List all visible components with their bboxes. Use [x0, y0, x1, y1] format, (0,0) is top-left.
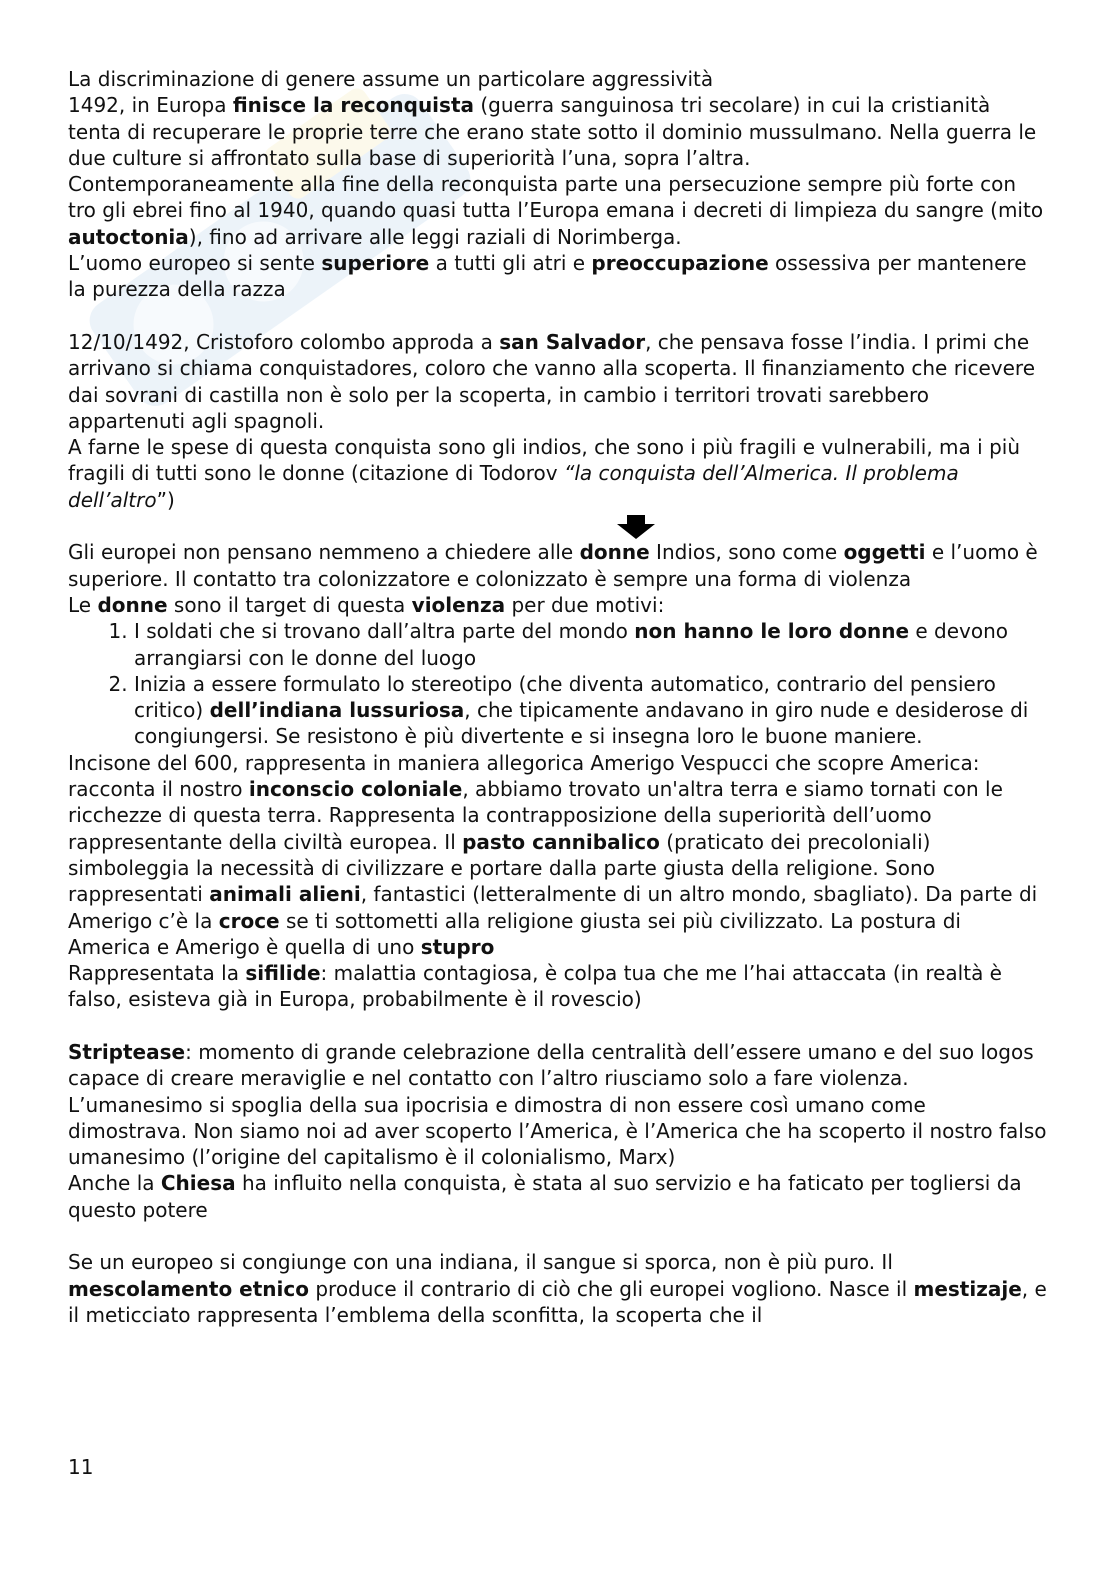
document-body	[68, 66, 1048, 1328]
paragraph: Rappresentata la sifilide: malattia contagiosa, è colpa tua che me l’hai attaccata (in realtà è falso, esisteva già in Europa, probabilmente è il rovescio)	[68, 961, 1002, 1012]
page-number: 11	[68, 1455, 94, 1479]
list-item: 1. I soldati che si trovano dall’altra parte del mondo non hanno le loro donne e devono arrangiarsi con le donne del luogo	[134, 618, 1048, 671]
paragraph: 12/10/1492, Cristoforo colombo approda a san Salvador, che pensava fosse l’india. I primi che arrivano si chiama conquistadores, coloro che vanno alla scoperta. Il finanziamento che ricevere dai sovrani di castilla non è solo per la scoperta, in cambio i territori trovati sarebbero appartenuti agli spagnoli.	[68, 329, 1036, 433]
list-item: 2. Inizia a essere formulato lo stereotipo (che diventa automatico, contrario del pensiero critico) dell’indiana lussuriosa, che tipicamente andavano in giro nude e desiderose di congiungersi. Se resistono è più divertente e si insegna loro le buone maniere.	[134, 671, 1048, 750]
paragraph: Se un europeo si congiunge con una indiana, il sangue si sporca, non è più puro. Il mescolamento etnico produce il contrario di ciò che gli europei vogliono. Nasce il mestizaje, e il meticciato rappresenta l’emblema della sconfitta, la scoperta che il	[68, 1250, 1047, 1327]
paragraph: 1492, in Europa finisce la reconquista (guerra sanguinosa tri secolare) in cui la cristianità tenta di recuperare le proprie terre che erano state sotto il dominio mussulmano. Nella guerra le due culture si affrontato sulla base di superiorità l’una, sopra l’altra.	[68, 93, 1037, 170]
paragraph: Contemporaneamente alla fine della reconquista parte una persecuzione sempre più forte con tro gli ebrei fino al 1940, quando quasi tutta l’Europa emana i decreti di limpieza du sangre (mito autoctonia), fino ad arrivare alle leggi raziali di Norimberga.	[68, 172, 1044, 249]
paragraph: Le donne sono il target di questa violenza per due motivi:	[68, 592, 665, 617]
paragraph: A farne le spese di questa conquista sono gli indios, che sono i più fragili e vulnerabili, ma i più fragili di tutti sono le donne (citazione di Todorov “la conquista dell’Almerica. Il problema dell’altro”)	[68, 435, 1020, 512]
paragraph: Incisone del 600, rappresenta in maniera allegorica Amerigo Vespucci che scopre America: racconta il nostro inconscio coloniale, abbiamo trovato un'altra terra e siamo tornati con le ricchezze di questa terra. Rappresenta la contrapposizione della superiorità dell’uomo rappresentante della civiltà europea. Il pasto cannibalico (praticato dei precoloniali) simboleggia la necessità di civilizzare e portare dalla parte giusta della religione. Sono rappresentati animali alieni, fantastici (letteralmente di un altro mondo, sbagliato). Da parte di Amerigo c’è la croce se ti sottometti alla religione giusta sei più civilizzato. La postura di America e Amerigo è quella di uno stupro	[68, 750, 1038, 959]
paragraph: Gli europei non pensano nemmeno a chiedere alle donne Indios, sono come oggetti e l’uomo è superiore. Il contatto tra colonizzatore e colonizzato è sempre una forma di violenza	[68, 540, 1038, 591]
numbered-list	[68, 618, 1048, 749]
down-arrow-icon	[616, 515, 656, 539]
arrow-row	[68, 513, 1048, 539]
paragraph: La discriminazione di genere assume un particolare aggressività	[68, 67, 714, 91]
paragraph: Anche la Chiesa ha influito nella conquista, è stata al suo servizio e ha faticato per togliersi da questo potere	[68, 1171, 1022, 1222]
paragraph: Striptease: momento di grande celebrazione della centralità dell’essere umano e del suo logos capace di creare meraviglie e nel contatto con l’altro riusciamo solo a fare violenza. L’umanesimo si spoglia della sua ipocrisia e dimostra di non essere così umano come dimostrava. Non siamo noi ad aver scoperto l’America, è l’America che ha scoperto il nostro falso umanesimo (l’origine del capitalismo è il colonialismo, Marx)	[68, 1039, 1047, 1170]
paragraph: L’uomo europeo si sente superiore a tutti gli atri e preoccupazione ossessiva per mantenere la purezza della razza	[68, 251, 1027, 302]
